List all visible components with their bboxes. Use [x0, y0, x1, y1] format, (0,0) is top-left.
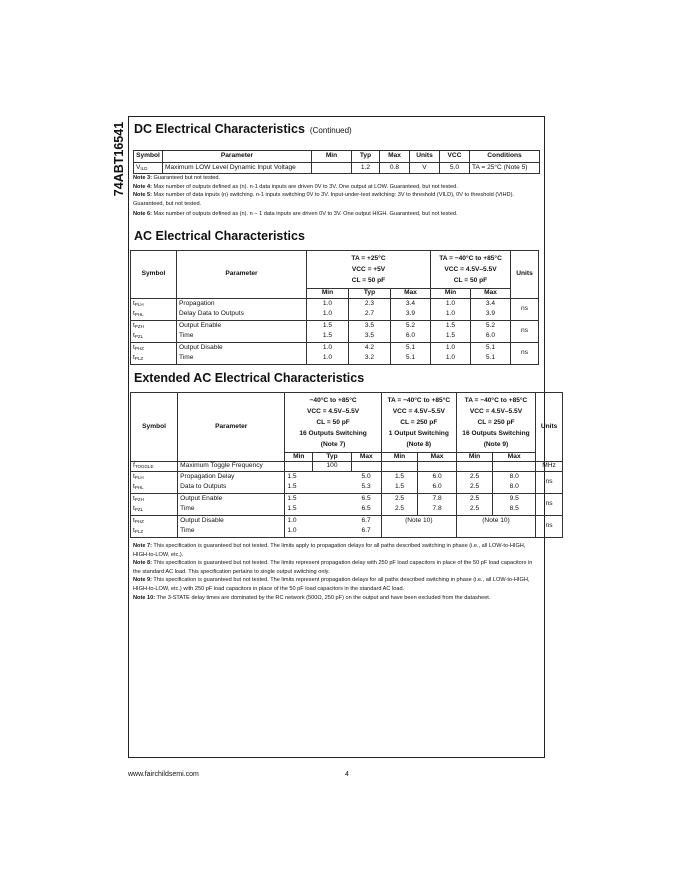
ext-cell-value: 2.5 [456, 472, 492, 483]
ac-cell-value: 2.7 [349, 310, 391, 321]
ac-sub-max: Max [391, 289, 431, 299]
dc-cell-conditions: TA = 25°C (Note 5) [470, 163, 540, 174]
ext-cell-value: 6.0 [418, 483, 457, 494]
ext-cell-symbol: $t_{PLH}$ [131, 472, 178, 483]
dc-header-min: Min [312, 151, 352, 163]
ext-header-group-2: TA = −40°C to +85°C VCC = 4.5V–5.5V CL = 250 pF 1 Output Switching (Note 8) [381, 393, 456, 453]
ext-cell-symbol: $t_{PZL}$ [131, 505, 178, 516]
ac-cell-value: 5.2 [471, 321, 511, 332]
ext-cell-units: ns [536, 472, 563, 494]
dc-header-vcc: VCC [440, 151, 470, 163]
ac-cell-value: 1.0 [431, 310, 471, 321]
ext-disable-min: 1.0 [285, 516, 313, 527]
ac-cell-value: 1.0 [307, 299, 349, 310]
ext-cell-value [313, 505, 352, 516]
ac-row [131, 343, 539, 354]
dc-cell-vcc: 5.0 [440, 163, 470, 174]
dc-notes [133, 174, 538, 219]
ext-disable-param: Output Disable [178, 516, 285, 527]
ext-toggle-units: MHz [536, 462, 563, 472]
part-number: 74ABT16541 [112, 121, 126, 197]
ac-sub-typ: Typ [349, 289, 391, 299]
ac-section-title: AC Electrical Characteristics [134, 229, 305, 243]
ext-sub-min3: Min [456, 453, 492, 462]
ac-cell-value: 3.9 [471, 310, 511, 321]
ac-row [131, 310, 539, 321]
footer-url: www.fairchildsemi.com [128, 771, 199, 778]
ext-cell-value: 2.5 [456, 505, 492, 516]
ext-cell-symbol: $t_{PZH}$ [131, 494, 178, 505]
ext-disable2-symbol: $t_{PLZ}$ [131, 527, 178, 538]
ac-cell-value: 1.5 [307, 332, 349, 343]
ext-sub-max3: Max [493, 453, 536, 462]
ext-cell-value: 1.5 [285, 494, 313, 505]
note-6: Note 6: Max number of outputs defined as (n). n − 1 data inputs are driven 0V to 3V. One output HIGH. Guaranteed, but not tested. [133, 211, 458, 218]
ext-notes [133, 542, 538, 602]
ext-cell-units: ns [536, 494, 563, 516]
ext-header-symbol: Symbol [131, 393, 178, 462]
ac-cell-value: 3.5 [349, 332, 391, 343]
ac-cell-value: 6.0 [471, 332, 511, 343]
ac-cell-units: ns [511, 299, 539, 321]
ext-cell-value: 1.5 [381, 483, 417, 494]
ac-cell-value: 3.2 [349, 354, 391, 365]
dc-cell-min [312, 163, 352, 174]
ac-cell-value: 1.0 [431, 354, 471, 365]
ext-row [131, 505, 563, 516]
ext-row [131, 483, 563, 494]
ac-cell-value: 6.0 [391, 332, 431, 343]
ext-cell-value: 7.8 [418, 494, 457, 505]
ac-cell-units: ns [511, 321, 539, 343]
side-title [110, 116, 128, 206]
ac-cell-value: 3.5 [349, 321, 391, 332]
dc-cell-parameter: Maximum LOW Level Dynamic Input Voltage [163, 163, 312, 174]
note-7: Note 7: This specification is guaranteed but not tested. The limits apply to propagation delays for all paths described switching in phase (i.e., all LOW-to-HIGH, HIGH-to-LOW, etc.). [133, 543, 526, 558]
ext-cell-value: 6.0 [418, 472, 457, 483]
ac-cell-value: 1.0 [307, 310, 349, 321]
ac-sub-max2: Max [471, 289, 511, 299]
ext-toggle-typ: 100 [313, 462, 352, 472]
ext-toggle-symbol: $f_{TOGGLE}$ [131, 462, 178, 472]
footer-page-number: 4 [345, 771, 349, 778]
dc-cell-units: V [410, 163, 440, 174]
ext-sub-max: Max [351, 453, 381, 462]
note-10: Note 10: The 3-STATE delay times are dominated by the RC network (500Ω, 250 pF) on the output and have been excluded from the datasheet. [133, 594, 491, 601]
dc-section-title: DC Electrical Characteristics (Continued) [134, 122, 352, 136]
ac-cell-symbol: $t_{PHZ}$ [131, 343, 177, 354]
ext-cell-value: 1.5 [285, 483, 313, 494]
ext-sub-min2: Min [381, 453, 417, 462]
ac-header-group-full: TA = −40°C to +85°C VCC = 4.5V–5.5V CL = 50 pF [431, 251, 511, 289]
ext-header-parameter: Parameter [178, 393, 285, 462]
ac-cell-value: 5.2 [391, 321, 431, 332]
dc-header-parameter: Parameter [163, 151, 312, 163]
ac-cell-symbol: $t_{PHL}$ [131, 310, 177, 321]
ext-cell-symbol: $t_{PHL}$ [131, 483, 178, 494]
ext-header-group-1: −40°C to +85°C VCC = 4.5V–5.5V CL = 50 pF 16 Outputs Switching (Note 7) [285, 393, 381, 453]
ext-disable-units: ns [536, 516, 563, 538]
ext-cell-value: 7.8 [418, 505, 457, 516]
ext-cell-param: Propagation Delay [178, 472, 285, 483]
ac-row [131, 299, 539, 310]
note-3: Note 3: Guaranteed but not tested. [133, 175, 221, 181]
note-4: Note 4: Max number of outputs defined as (n). n-1 data inputs are driven 0V to 3V. One output at LOW. Guaranteed, but not tested. [133, 183, 458, 190]
ext-cell-value [313, 483, 352, 494]
ext-disable2-min: 1.0 [285, 527, 313, 538]
ac-sub-min: Min [307, 289, 349, 299]
ac-cell-value: 1.0 [431, 343, 471, 354]
ac-cell-param: Time [177, 354, 307, 365]
ext-cell-value: 5.3 [351, 483, 381, 494]
ac-cell-value: 1.5 [307, 321, 349, 332]
ext-section-title: Extended AC Electrical Characteristics [134, 371, 365, 385]
ext-cell-value: 8.5 [493, 505, 536, 516]
ext-cell-value: 1.5 [285, 472, 313, 483]
ac-cell-value: 1.5 [431, 321, 471, 332]
ac-cell-param: Output Enable [177, 321, 307, 332]
dc-header-units: Units [410, 151, 440, 163]
ext-cell-value: 2.5 [456, 483, 492, 494]
ac-sub-min2: Min [431, 289, 471, 299]
ext-cell-value: 5.0 [351, 472, 381, 483]
dc-cell-symbol: $V_{ILD}$ [134, 163, 163, 174]
ac-cell-units: ns [511, 343, 539, 365]
ext-cell-value: 6.5 [351, 505, 381, 516]
ac-cell-value: 1.0 [431, 299, 471, 310]
ac-row [131, 354, 539, 365]
ext-cell-value: 6.5 [351, 494, 381, 505]
ac-cell-value: 1.0 [307, 354, 349, 365]
ext-sub-typ: Typ [313, 453, 352, 462]
ac-cell-value: 1.5 [431, 332, 471, 343]
ext-cell-value: 2.5 [456, 494, 492, 505]
ext-disable-row [131, 516, 563, 527]
ext-disable2-max: 6.7 [351, 527, 381, 538]
ext-disable-typ [313, 516, 352, 527]
ac-cell-param: Delay Data to Outputs [177, 310, 307, 321]
dc-header-max: Max [380, 151, 410, 163]
ac-row [131, 332, 539, 343]
ext-cell-value: 8.0 [493, 483, 536, 494]
ext-disable2-param: Time [178, 527, 285, 538]
note-5: Note 5: Max number of data inputs (n) switching. n-1 inputs switching 0V to 3V. Input-under-test switching: 3V to threshold (VILD), 0V to threshold (VIHD). Guaranteed, but not tested. [133, 192, 514, 207]
ext-cell-param: Data to Outputs [178, 483, 285, 494]
dc-header-typ: Typ [352, 151, 380, 163]
dc-cell-typ: 1.2 [352, 163, 380, 174]
note-9: Note 9: This specification is guaranteed but not tested. The limits represent propagation delays for all paths described switching in phase (i.e., all LOW-to-HIGH, HIGH-to-LOW, etc.) with 250 pF load capacitors in place of the 50 pF load capacitors in the standard AC load. [133, 577, 530, 592]
ext-cell-value: 2.5 [381, 494, 417, 505]
ac-cell-symbol: $t_{PZH}$ [131, 321, 177, 332]
ac-cell-value: 3.9 [391, 310, 431, 321]
ext-toggle-row [131, 462, 563, 472]
ext-cell-value: 1.5 [381, 472, 417, 483]
ext-cell-value: 2.5 [381, 505, 417, 516]
ac-cell-value: 5.1 [471, 354, 511, 365]
ext-sub-max2: Max [418, 453, 457, 462]
note-8: Note 8: This specification is guaranteed but not tested. The limits represent propagation delay with 250 pF load capacitors in place of the 50 pF load capacitors in the standard AC load. This specification pertains to single output switching only. [133, 560, 533, 575]
ac-header-parameter: Parameter [177, 251, 307, 299]
dc-header-conditions: Conditions [470, 151, 540, 163]
ext-disable2-typ [313, 527, 352, 538]
ac-cell-value: 1.0 [307, 343, 349, 354]
ext-disable-note-a: (Note 10) [381, 516, 456, 527]
ac-header-symbol: Symbol [131, 251, 177, 299]
ext-cell-param: Output Enable [178, 494, 285, 505]
ac-cell-param: Propagation [177, 299, 307, 310]
ac-cell-value: 5.1 [391, 343, 431, 354]
ext-cell-value: 9.5 [493, 494, 536, 505]
dc-header-symbol: Symbol [134, 151, 163, 163]
ext-disable-max: 6.7 [351, 516, 381, 527]
ext-row [131, 494, 563, 505]
ac-row [131, 321, 539, 332]
ext-header-units: Units [536, 393, 563, 462]
ac-cell-symbol: $t_{PZL}$ [131, 332, 177, 343]
ext-row [131, 472, 563, 483]
ext-toggle-param: Maximum Toggle Frequency [178, 462, 285, 472]
ac-header-group-25c: TA = +25°C VCC = +5V CL = 50 pF [307, 251, 431, 289]
ext-disable-row-2 [131, 527, 563, 538]
ac-header-units: Units [511, 251, 539, 299]
ext-cell-value: 8.0 [493, 472, 536, 483]
ac-cell-value: 3.4 [391, 299, 431, 310]
ext-cell-value: 1.5 [285, 505, 313, 516]
dc-table [133, 150, 540, 174]
ac-cell-symbol: $t_{PLZ}$ [131, 354, 177, 365]
ext-disable-note-b: (Note 10) [456, 516, 535, 527]
ext-cell-value [313, 472, 352, 483]
ac-cell-value: 4.2 [349, 343, 391, 354]
ext-header-group-3: TA = −40°C to +85°C VCC = 4.5V–5.5V CL = 250 pF 16 Outputs Switching (Note 9) [456, 393, 535, 453]
ext-table [130, 392, 563, 538]
ac-cell-value: 2.3 [349, 299, 391, 310]
ac-cell-value: 3.4 [471, 299, 511, 310]
ext-disable-symbol: $t_{PHZ}$ [131, 516, 178, 527]
ac-cell-param: Time [177, 332, 307, 343]
ac-cell-param: Output Disable [177, 343, 307, 354]
ext-sub-min: Min [285, 453, 313, 462]
ext-cell-value [313, 494, 352, 505]
ac-cell-value: 5.1 [471, 343, 511, 354]
ac-table [130, 250, 539, 365]
dc-cell-max: 0.8 [380, 163, 410, 174]
ext-cell-param: Time [178, 505, 285, 516]
ac-cell-symbol: $t_{PLH}$ [131, 299, 177, 310]
ac-cell-value: 5.1 [391, 354, 431, 365]
